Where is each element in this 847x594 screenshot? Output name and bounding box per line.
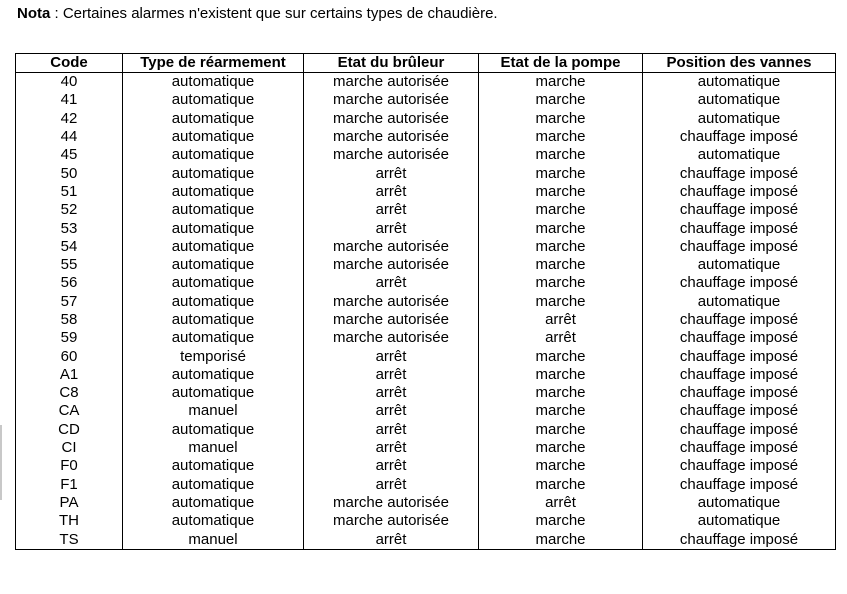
table-header-row [16,54,836,73]
cell-burner-state: marche autorisée [304,91,479,109]
cell-pump-state: marche [479,402,643,420]
cell-code: 55 [16,256,123,274]
cell-reset-type: automatique [123,128,304,146]
cell-burner-state: marche autorisée [304,311,479,329]
cell-code: TS [16,530,123,549]
table-row [16,421,836,439]
table-row [16,494,836,512]
cell-valve-position: chauffage imposé [643,238,836,256]
cell-pump-state: arrêt [479,494,643,512]
cell-reset-type: automatique [123,183,304,201]
cell-code: CA [16,402,123,420]
cell-pump-state: marche [479,512,643,530]
cell-code: A1 [16,366,123,384]
cell-reset-type: automatique [123,91,304,109]
cell-code: 52 [16,201,123,219]
table-row [16,128,836,146]
cell-code: 45 [16,146,123,164]
cell-code: PA [16,494,123,512]
cell-valve-position: chauffage imposé [643,183,836,201]
header-burner-state: Etat du brûleur [304,54,479,73]
cell-pump-state: arrêt [479,311,643,329]
cell-code: 42 [16,110,123,128]
cell-valve-position: chauffage imposé [643,311,836,329]
table-row [16,311,836,329]
cell-pump-state: arrêt [479,329,643,347]
cell-code: 57 [16,293,123,311]
cell-pump-state: marche [479,146,643,164]
cell-code: 50 [16,164,123,182]
table-row [16,73,836,92]
cell-valve-position: chauffage imposé [643,329,836,347]
cell-burner-state: arrêt [304,164,479,182]
cell-burner-state: arrêt [304,439,479,457]
cell-reset-type: automatique [123,512,304,530]
cell-code: CD [16,421,123,439]
cell-valve-position: automatique [643,110,836,128]
cell-code: TH [16,512,123,530]
cell-burner-state: marche autorisée [304,293,479,311]
cell-reset-type: automatique [123,329,304,347]
cell-valve-position: automatique [643,73,836,92]
cell-code: 51 [16,183,123,201]
cell-reset-type: automatique [123,219,304,237]
cell-burner-state: arrêt [304,366,479,384]
cell-valve-position: chauffage imposé [643,530,836,549]
cell-burner-state: arrêt [304,274,479,292]
cell-pump-state: marche [479,73,643,92]
cell-valve-position: chauffage imposé [643,402,836,420]
cell-code: 41 [16,91,123,109]
cell-pump-state: marche [479,439,643,457]
cell-burner-state: arrêt [304,457,479,475]
cell-reset-type: automatique [123,494,304,512]
cell-burner-state: marche autorisée [304,110,479,128]
cell-reset-type: automatique [123,238,304,256]
table-row [16,201,836,219]
cell-burner-state: marche autorisée [304,128,479,146]
cell-valve-position: automatique [643,293,836,311]
cell-pump-state: marche [479,201,643,219]
cell-burner-state: arrêt [304,183,479,201]
cell-code: 60 [16,347,123,365]
cell-valve-position: automatique [643,512,836,530]
header-pump-state: Etat de la pompe [479,54,643,73]
cell-code: 40 [16,73,123,92]
cell-valve-position: automatique [643,146,836,164]
table-row [16,402,836,420]
cell-pump-state: marche [479,219,643,237]
cell-reset-type: automatique [123,274,304,292]
note-body: : Certaines alarmes n'existent que sur certains types de chaudière. [50,5,498,22]
cell-pump-state: marche [479,384,643,402]
cell-burner-state: marche autorisée [304,256,479,274]
cell-burner-state: marche autorisée [304,73,479,92]
cell-pump-state: marche [479,476,643,494]
cell-pump-state: marche [479,421,643,439]
cell-pump-state: marche [479,91,643,109]
note-text [17,5,498,23]
cell-valve-position: chauffage imposé [643,366,836,384]
header-reset-type: Type de réarmement [123,54,304,73]
cell-burner-state: arrêt [304,219,479,237]
table-row [16,219,836,237]
cell-code: F1 [16,476,123,494]
cell-pump-state: marche [479,293,643,311]
cell-pump-state: marche [479,128,643,146]
table-row [16,164,836,182]
cell-reset-type: automatique [123,457,304,475]
cell-reset-type: temporisé [123,347,304,365]
cell-code: 58 [16,311,123,329]
cell-valve-position: chauffage imposé [643,219,836,237]
table-row [16,274,836,292]
cell-reset-type: manuel [123,530,304,549]
table-row [16,256,836,274]
cell-burner-state: arrêt [304,201,479,219]
cell-valve-position: chauffage imposé [643,201,836,219]
cell-reset-type: automatique [123,311,304,329]
cell-reset-type: manuel [123,439,304,457]
cell-code: 56 [16,274,123,292]
cell-valve-position: chauffage imposé [643,164,836,182]
cell-code: F0 [16,457,123,475]
cell-pump-state: marche [479,274,643,292]
cell-valve-position: chauffage imposé [643,128,836,146]
cell-valve-position: chauffage imposé [643,421,836,439]
cell-burner-state: marche autorisée [304,512,479,530]
table-row [16,183,836,201]
cell-burner-state: arrêt [304,402,479,420]
note-label: Nota [17,5,51,22]
cell-valve-position: automatique [643,256,836,274]
cell-burner-state: marche autorisée [304,494,479,512]
cell-code: 59 [16,329,123,347]
table-row [16,329,836,347]
table-row [16,110,836,128]
cell-pump-state: marche [479,164,643,182]
table-row [16,530,836,549]
cell-burner-state: arrêt [304,530,479,549]
table-row [16,457,836,475]
cell-valve-position: automatique [643,91,836,109]
cell-code: CI [16,439,123,457]
table-row [16,439,836,457]
cell-reset-type: automatique [123,476,304,494]
alarm-table [15,53,836,550]
cell-valve-position: automatique [643,494,836,512]
cell-pump-state: marche [479,457,643,475]
cell-valve-position: chauffage imposé [643,476,836,494]
cell-code: 44 [16,128,123,146]
cell-reset-type: automatique [123,110,304,128]
cell-burner-state: arrêt [304,347,479,365]
cell-code: 54 [16,238,123,256]
table-row [16,238,836,256]
cell-burner-state: arrêt [304,384,479,402]
cell-burner-state: arrêt [304,476,479,494]
cell-burner-state: marche autorisée [304,238,479,256]
cell-reset-type: automatique [123,146,304,164]
cell-pump-state: marche [479,366,643,384]
table-row [16,366,836,384]
cell-burner-state: marche autorisée [304,329,479,347]
cell-code: 53 [16,219,123,237]
table-row [16,384,836,402]
margin-mark [0,425,2,500]
table-body [16,73,836,550]
cell-valve-position: chauffage imposé [643,347,836,365]
cell-reset-type: automatique [123,201,304,219]
cell-burner-state: arrêt [304,421,479,439]
cell-pump-state: marche [479,110,643,128]
table-row [16,476,836,494]
cell-reset-type: automatique [123,164,304,182]
table-row [16,293,836,311]
cell-pump-state: marche [479,238,643,256]
table-row [16,91,836,109]
cell-burner-state: marche autorisée [304,146,479,164]
cell-reset-type: automatique [123,421,304,439]
cell-reset-type: automatique [123,384,304,402]
header-code: Code [16,54,123,73]
table-row [16,347,836,365]
table-row [16,512,836,530]
cell-valve-position: chauffage imposé [643,384,836,402]
cell-valve-position: chauffage imposé [643,439,836,457]
cell-pump-state: marche [479,256,643,274]
cell-pump-state: marche [479,530,643,549]
cell-reset-type: automatique [123,366,304,384]
cell-reset-type: automatique [123,293,304,311]
cell-pump-state: marche [479,183,643,201]
cell-reset-type: manuel [123,402,304,420]
cell-reset-type: automatique [123,73,304,92]
cell-valve-position: chauffage imposé [643,274,836,292]
table-row [16,146,836,164]
cell-valve-position: chauffage imposé [643,457,836,475]
cell-reset-type: automatique [123,256,304,274]
cell-code: C8 [16,384,123,402]
header-valve-position: Position des vannes [643,54,836,73]
cell-pump-state: marche [479,347,643,365]
